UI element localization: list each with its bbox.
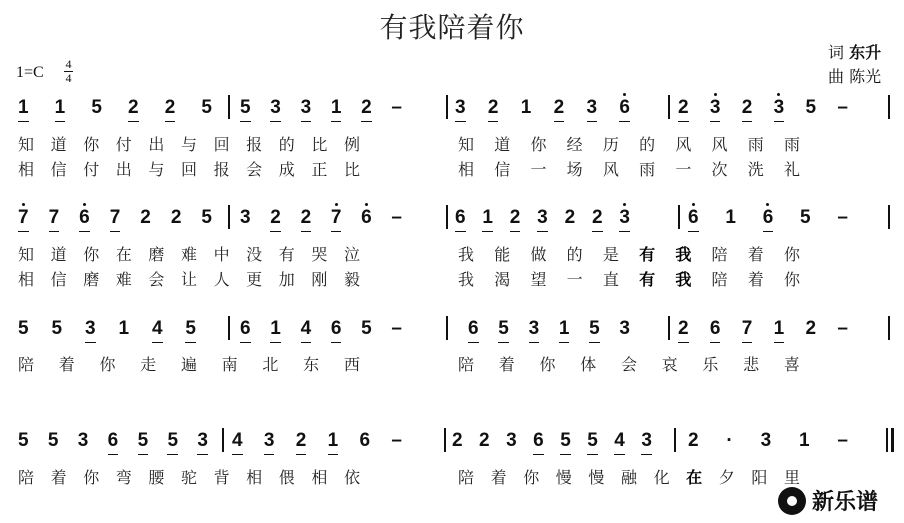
lyric-syllable: 礼 <box>783 160 800 179</box>
note: 1 <box>482 207 493 228</box>
final-barline-thick <box>891 428 894 452</box>
lyric-syllable: 道 <box>50 135 67 154</box>
measure <box>455 207 630 229</box>
note: 1 <box>18 97 29 118</box>
dash-note: – <box>837 207 848 228</box>
note: 3 <box>240 207 251 228</box>
lyric-syllable: 背 <box>213 468 230 487</box>
note: 5 <box>361 318 372 339</box>
barline <box>446 205 448 229</box>
lyric-syllable: 弯 <box>115 468 132 487</box>
note: 6 <box>240 318 251 339</box>
lyric-syllable: 会 <box>620 355 637 374</box>
note: 1 <box>558 318 570 339</box>
lyric-syllable: 相 <box>311 468 328 487</box>
lyric-syllable: 你 <box>783 245 800 264</box>
dash-note: – <box>837 430 848 451</box>
lyric-syllable: 渴 <box>494 270 511 289</box>
lyric-syllable: 你 <box>83 135 100 154</box>
composer-name: 陈光 <box>849 67 882 86</box>
measure <box>240 318 402 340</box>
lyric-syllable: 相 <box>246 468 263 487</box>
lyric-syllable: 着 <box>747 270 764 289</box>
barline <box>228 95 230 119</box>
lyric-line <box>18 242 360 265</box>
lyric-syllable: 南 <box>221 355 238 374</box>
lyric-syllable: 悲 <box>743 355 760 374</box>
lyric-syllable: 信 <box>50 160 67 179</box>
lyric-syllable: 里 <box>783 468 800 487</box>
barline <box>668 316 670 340</box>
note: 3 <box>773 97 785 118</box>
lyric-syllable: 次 <box>711 160 728 179</box>
note: 6 <box>709 318 721 339</box>
lyric-syllable: 喜 <box>783 355 800 374</box>
lyric-syllable: 磨 <box>148 245 165 264</box>
note: 5 <box>185 318 196 339</box>
barline <box>888 316 890 340</box>
note: 5 <box>560 430 571 451</box>
note: 3 <box>300 97 312 118</box>
lyric-line <box>18 465 360 488</box>
composer-credit <box>828 64 881 87</box>
lyric-line <box>18 132 360 155</box>
dash-note: – <box>391 97 402 118</box>
barline <box>888 95 890 119</box>
lyric-syllable: 阳 <box>751 468 768 487</box>
lyric-syllable: 我 <box>458 270 475 289</box>
lyric-line <box>18 352 360 375</box>
note: 2 <box>140 207 151 228</box>
lyric-syllable: 知 <box>458 135 475 154</box>
lyric-syllable: 付 <box>115 135 132 154</box>
lyric-syllable: 洗 <box>747 160 764 179</box>
lyric-syllable: 人 <box>213 270 230 289</box>
note: 6 <box>533 430 544 451</box>
lyric-syllable: 一 <box>530 160 547 179</box>
note: 4 <box>232 430 243 451</box>
note: 2 <box>170 207 182 228</box>
note: 2 <box>295 430 307 451</box>
lyric-syllable: 陪 <box>18 355 35 374</box>
measure <box>18 207 212 229</box>
measure <box>18 97 212 119</box>
note: 3 <box>641 430 652 451</box>
note: 5 <box>201 207 212 228</box>
lyric-syllable: 依 <box>343 468 360 487</box>
note: 5 <box>587 430 598 451</box>
lyric-syllable: 道 <box>50 245 67 264</box>
lyric-syllable: 哀 <box>661 355 678 374</box>
lyric-syllable: 在 <box>686 468 703 487</box>
note: 5 <box>18 318 29 339</box>
lyric-syllable: 做 <box>530 245 547 264</box>
lyric-syllable: 成 <box>278 160 295 179</box>
lyric-syllable: 例 <box>343 135 360 154</box>
lyric-syllable: 道 <box>494 135 511 154</box>
lyric-syllable: 报 <box>246 135 263 154</box>
lyric-syllable: 刚 <box>311 270 328 289</box>
lyric-syllable: 知 <box>18 245 35 264</box>
lyric-syllable: 历 <box>602 135 619 154</box>
measure <box>240 97 402 119</box>
measure <box>688 430 848 452</box>
note: 2 <box>741 97 753 118</box>
lyric-syllable: 遍 <box>180 355 197 374</box>
time-signature-top: 4 <box>65 57 72 71</box>
lyric-syllable: 驼 <box>180 468 197 487</box>
barline <box>228 205 230 229</box>
lyric-syllable: 雨 <box>783 135 800 154</box>
barline <box>446 95 448 119</box>
lyric-syllable: 与 <box>148 160 165 179</box>
lyric-syllable: 你 <box>523 468 540 487</box>
lyric-syllable: 信 <box>50 270 67 289</box>
note: 1 <box>520 97 532 118</box>
lyrics-label: 词 <box>828 43 845 62</box>
lyric-syllable: 化 <box>653 468 670 487</box>
note: 3 <box>709 97 721 118</box>
measure <box>452 430 652 452</box>
key-signature: 1=C <box>16 64 44 81</box>
note: 2 <box>564 207 576 228</box>
lyric-syllable: 西 <box>343 355 360 374</box>
lyric-syllable: 毅 <box>343 270 360 289</box>
note: 4 <box>151 318 163 339</box>
lyric-syllable: 风 <box>602 160 619 179</box>
note: 6 <box>330 318 342 339</box>
lyric-syllable: 北 <box>262 355 279 374</box>
measure <box>18 318 196 340</box>
note: 1 <box>270 318 281 339</box>
note: 6 <box>468 318 479 339</box>
note: 5 <box>201 97 212 118</box>
lyric-syllable: 回 <box>213 135 230 154</box>
lyric-syllable: 与 <box>180 135 197 154</box>
lyric-syllable: 东 <box>303 355 320 374</box>
lyric-syllable: 我 <box>675 245 692 264</box>
lyric-syllable: 你 <box>83 245 100 264</box>
lyric-syllable: 融 <box>620 468 637 487</box>
lyric-syllable: 场 <box>566 160 583 179</box>
note: 2 <box>270 207 281 228</box>
note: 5 <box>137 430 149 451</box>
lyric-syllable: 雨 <box>639 160 656 179</box>
lyric-syllable: 信 <box>494 160 511 179</box>
note: 2 <box>509 207 521 228</box>
lyric-line <box>458 132 800 155</box>
note: 5 <box>18 430 29 451</box>
barline <box>674 428 676 452</box>
lyric-syllable: 报 <box>213 160 230 179</box>
note: 7 <box>330 207 342 228</box>
note: 3 <box>619 318 630 339</box>
note: 3 <box>455 97 466 118</box>
note: 3 <box>760 430 772 451</box>
measure <box>678 318 848 340</box>
lyric-syllable: 一 <box>675 160 692 179</box>
lyric-syllable: 相 <box>18 160 35 179</box>
lyric-syllable: 更 <box>246 270 263 289</box>
note: 3 <box>270 97 281 118</box>
note: 5 <box>167 430 179 451</box>
lyric-syllable: 你 <box>539 355 556 374</box>
lyric-syllable: 腰 <box>148 468 165 487</box>
note: 6 <box>79 207 90 228</box>
lyric-syllable: 经 <box>566 135 583 154</box>
lyric-syllable: 风 <box>711 135 728 154</box>
note: 6 <box>361 207 372 228</box>
music-label: 曲 <box>828 67 845 86</box>
note: 2 <box>678 318 689 339</box>
lyric-syllable: 付 <box>83 160 100 179</box>
note: 6 <box>455 207 466 228</box>
final-barline <box>886 428 888 452</box>
lyric-line <box>458 157 800 180</box>
note: 2 <box>128 97 139 118</box>
lyric-line <box>458 465 800 488</box>
barline <box>444 428 446 452</box>
lyric-syllable: 走 <box>140 355 157 374</box>
note: 5 <box>498 318 509 339</box>
time-signature <box>64 58 73 85</box>
lyric-syllable: 偎 <box>278 468 295 487</box>
note: 2 <box>805 318 817 339</box>
lyric-line <box>18 267 360 290</box>
note: 5 <box>589 318 600 339</box>
lyric-syllable: 的 <box>566 245 583 264</box>
note: 3 <box>619 207 630 228</box>
note: 2 <box>452 430 463 451</box>
lyric-syllable: 慢 <box>555 468 572 487</box>
barline <box>228 316 230 340</box>
lyric-syllable: 出 <box>148 135 165 154</box>
lyric-syllable: 回 <box>180 160 197 179</box>
note: 3 <box>586 97 598 118</box>
dash-note: – <box>837 318 848 339</box>
barline <box>678 205 680 229</box>
lyric-syllable: 的 <box>639 135 656 154</box>
lyric-syllable: 陪 <box>458 355 475 374</box>
lyric-syllable: 有 <box>278 245 295 264</box>
lyric-syllable: 比 <box>343 160 360 179</box>
measure <box>18 430 208 452</box>
lyric-syllable: 难 <box>180 245 197 264</box>
note: 6 <box>619 97 630 118</box>
dash-note: – <box>391 207 402 228</box>
note: 2 <box>479 430 490 451</box>
note: 3 <box>84 318 96 339</box>
note: 5 <box>47 430 59 451</box>
record-disc-icon <box>778 487 806 515</box>
measure <box>455 97 630 119</box>
note: 1 <box>773 318 785 339</box>
measure <box>240 207 402 229</box>
dash-note: – <box>837 97 848 118</box>
lyric-syllable: 陪 <box>711 270 728 289</box>
lyric-syllable: 泣 <box>343 245 360 264</box>
note: 2 <box>487 97 499 118</box>
dash-note: – <box>391 318 402 339</box>
logo-text: 新乐谱 <box>812 490 879 515</box>
lyric-syllable: 你 <box>99 355 116 374</box>
note: 6 <box>762 207 774 228</box>
note: 2 <box>688 430 699 451</box>
lyric-syllable: 让 <box>180 270 197 289</box>
note: 3 <box>263 430 275 451</box>
song-title: 有我陪着你 <box>379 11 525 44</box>
lyric-syllable: 没 <box>246 245 263 264</box>
barline <box>668 95 670 119</box>
lyric-line <box>458 242 800 265</box>
lyric-syllable: 着 <box>50 468 67 487</box>
measure <box>688 207 848 229</box>
lyric-syllable: 是 <box>602 245 619 264</box>
barline <box>446 316 448 340</box>
lyric-syllable: 哭 <box>311 245 328 264</box>
note: · <box>726 430 733 451</box>
note: 7 <box>48 207 60 228</box>
lyric-line <box>18 157 360 180</box>
lyric-syllable: 我 <box>458 245 475 264</box>
lyric-syllable: 体 <box>580 355 597 374</box>
note: 3 <box>506 430 517 451</box>
lyric-line <box>458 352 800 375</box>
lyric-syllable: 我 <box>675 270 692 289</box>
measure <box>232 430 402 452</box>
time-signature-bottom: 4 <box>65 71 72 85</box>
lyric-syllable: 夕 <box>718 468 735 487</box>
lyric-syllable: 相 <box>458 160 475 179</box>
note: 1 <box>54 97 66 118</box>
lyric-syllable: 难 <box>115 270 132 289</box>
lyric-syllable: 磨 <box>83 270 100 289</box>
lyric-syllable: 你 <box>83 468 100 487</box>
lyric-line <box>458 267 800 290</box>
note: 5 <box>91 97 102 118</box>
lyric-syllable: 的 <box>278 135 295 154</box>
note: 5 <box>51 318 63 339</box>
note: 2 <box>300 207 312 228</box>
note: 5 <box>800 207 811 228</box>
measure <box>678 97 848 119</box>
lyric-syllable: 慢 <box>588 468 605 487</box>
note: 2 <box>164 97 176 118</box>
lyric-syllable: 着 <box>490 468 507 487</box>
lyric-syllable: 正 <box>311 160 328 179</box>
lyric-syllable: 在 <box>115 245 132 264</box>
lyric-syllable: 陪 <box>458 468 475 487</box>
lyric-syllable: 加 <box>278 270 295 289</box>
note: 2 <box>678 97 689 118</box>
lyric-syllable: 会 <box>148 270 165 289</box>
lyric-syllable: 雨 <box>747 135 764 154</box>
note: 1 <box>118 318 130 339</box>
lyric-syllable: 直 <box>602 270 619 289</box>
note: 6 <box>359 430 371 451</box>
lyric-syllable: 有 <box>639 270 656 289</box>
lyric-syllable: 比 <box>311 135 328 154</box>
note: 4 <box>300 318 312 339</box>
barline <box>888 205 890 229</box>
lyric-syllable: 着 <box>58 355 75 374</box>
lyric-syllable: 知 <box>18 135 35 154</box>
note: 1 <box>330 97 342 118</box>
note: 5 <box>805 97 817 118</box>
lyricist-name: 东升 <box>849 43 882 62</box>
note: 1 <box>327 430 339 451</box>
lyric-syllable: 着 <box>498 355 515 374</box>
lyric-syllable: 陪 <box>18 468 35 487</box>
note: 7 <box>741 318 753 339</box>
site-logo <box>778 485 878 516</box>
lyric-syllable: 你 <box>783 270 800 289</box>
note: 2 <box>553 97 565 118</box>
lyric-syllable: 着 <box>747 245 764 264</box>
note: 2 <box>591 207 603 228</box>
dash-note: – <box>391 430 402 451</box>
note: 6 <box>688 207 699 228</box>
lyric-syllable: 相 <box>18 270 35 289</box>
note: 1 <box>725 207 736 228</box>
note: 3 <box>77 430 89 451</box>
lyric-syllable: 你 <box>530 135 547 154</box>
lyric-syllable: 出 <box>115 160 132 179</box>
measure <box>468 318 630 340</box>
lyric-syllable: 乐 <box>702 355 719 374</box>
note: 1 <box>798 430 810 451</box>
lyric-syllable: 能 <box>494 245 511 264</box>
barline <box>222 428 224 452</box>
note: 7 <box>109 207 121 228</box>
note: 2 <box>361 97 372 118</box>
lyricist-credit <box>828 40 881 63</box>
lyric-syllable: 有 <box>639 245 656 264</box>
note: 5 <box>240 97 251 118</box>
lyric-syllable: 风 <box>675 135 692 154</box>
note: 3 <box>197 430 208 451</box>
lyric-syllable: 会 <box>246 160 263 179</box>
note: 3 <box>528 318 540 339</box>
note: 3 <box>537 207 548 228</box>
lyric-syllable: 陪 <box>711 245 728 264</box>
note: 7 <box>18 207 29 228</box>
lyric-syllable: 一 <box>566 270 583 289</box>
note: 6 <box>107 430 119 451</box>
note: 4 <box>614 430 625 451</box>
lyric-syllable: 中 <box>213 245 230 264</box>
lyric-syllable: 望 <box>530 270 547 289</box>
